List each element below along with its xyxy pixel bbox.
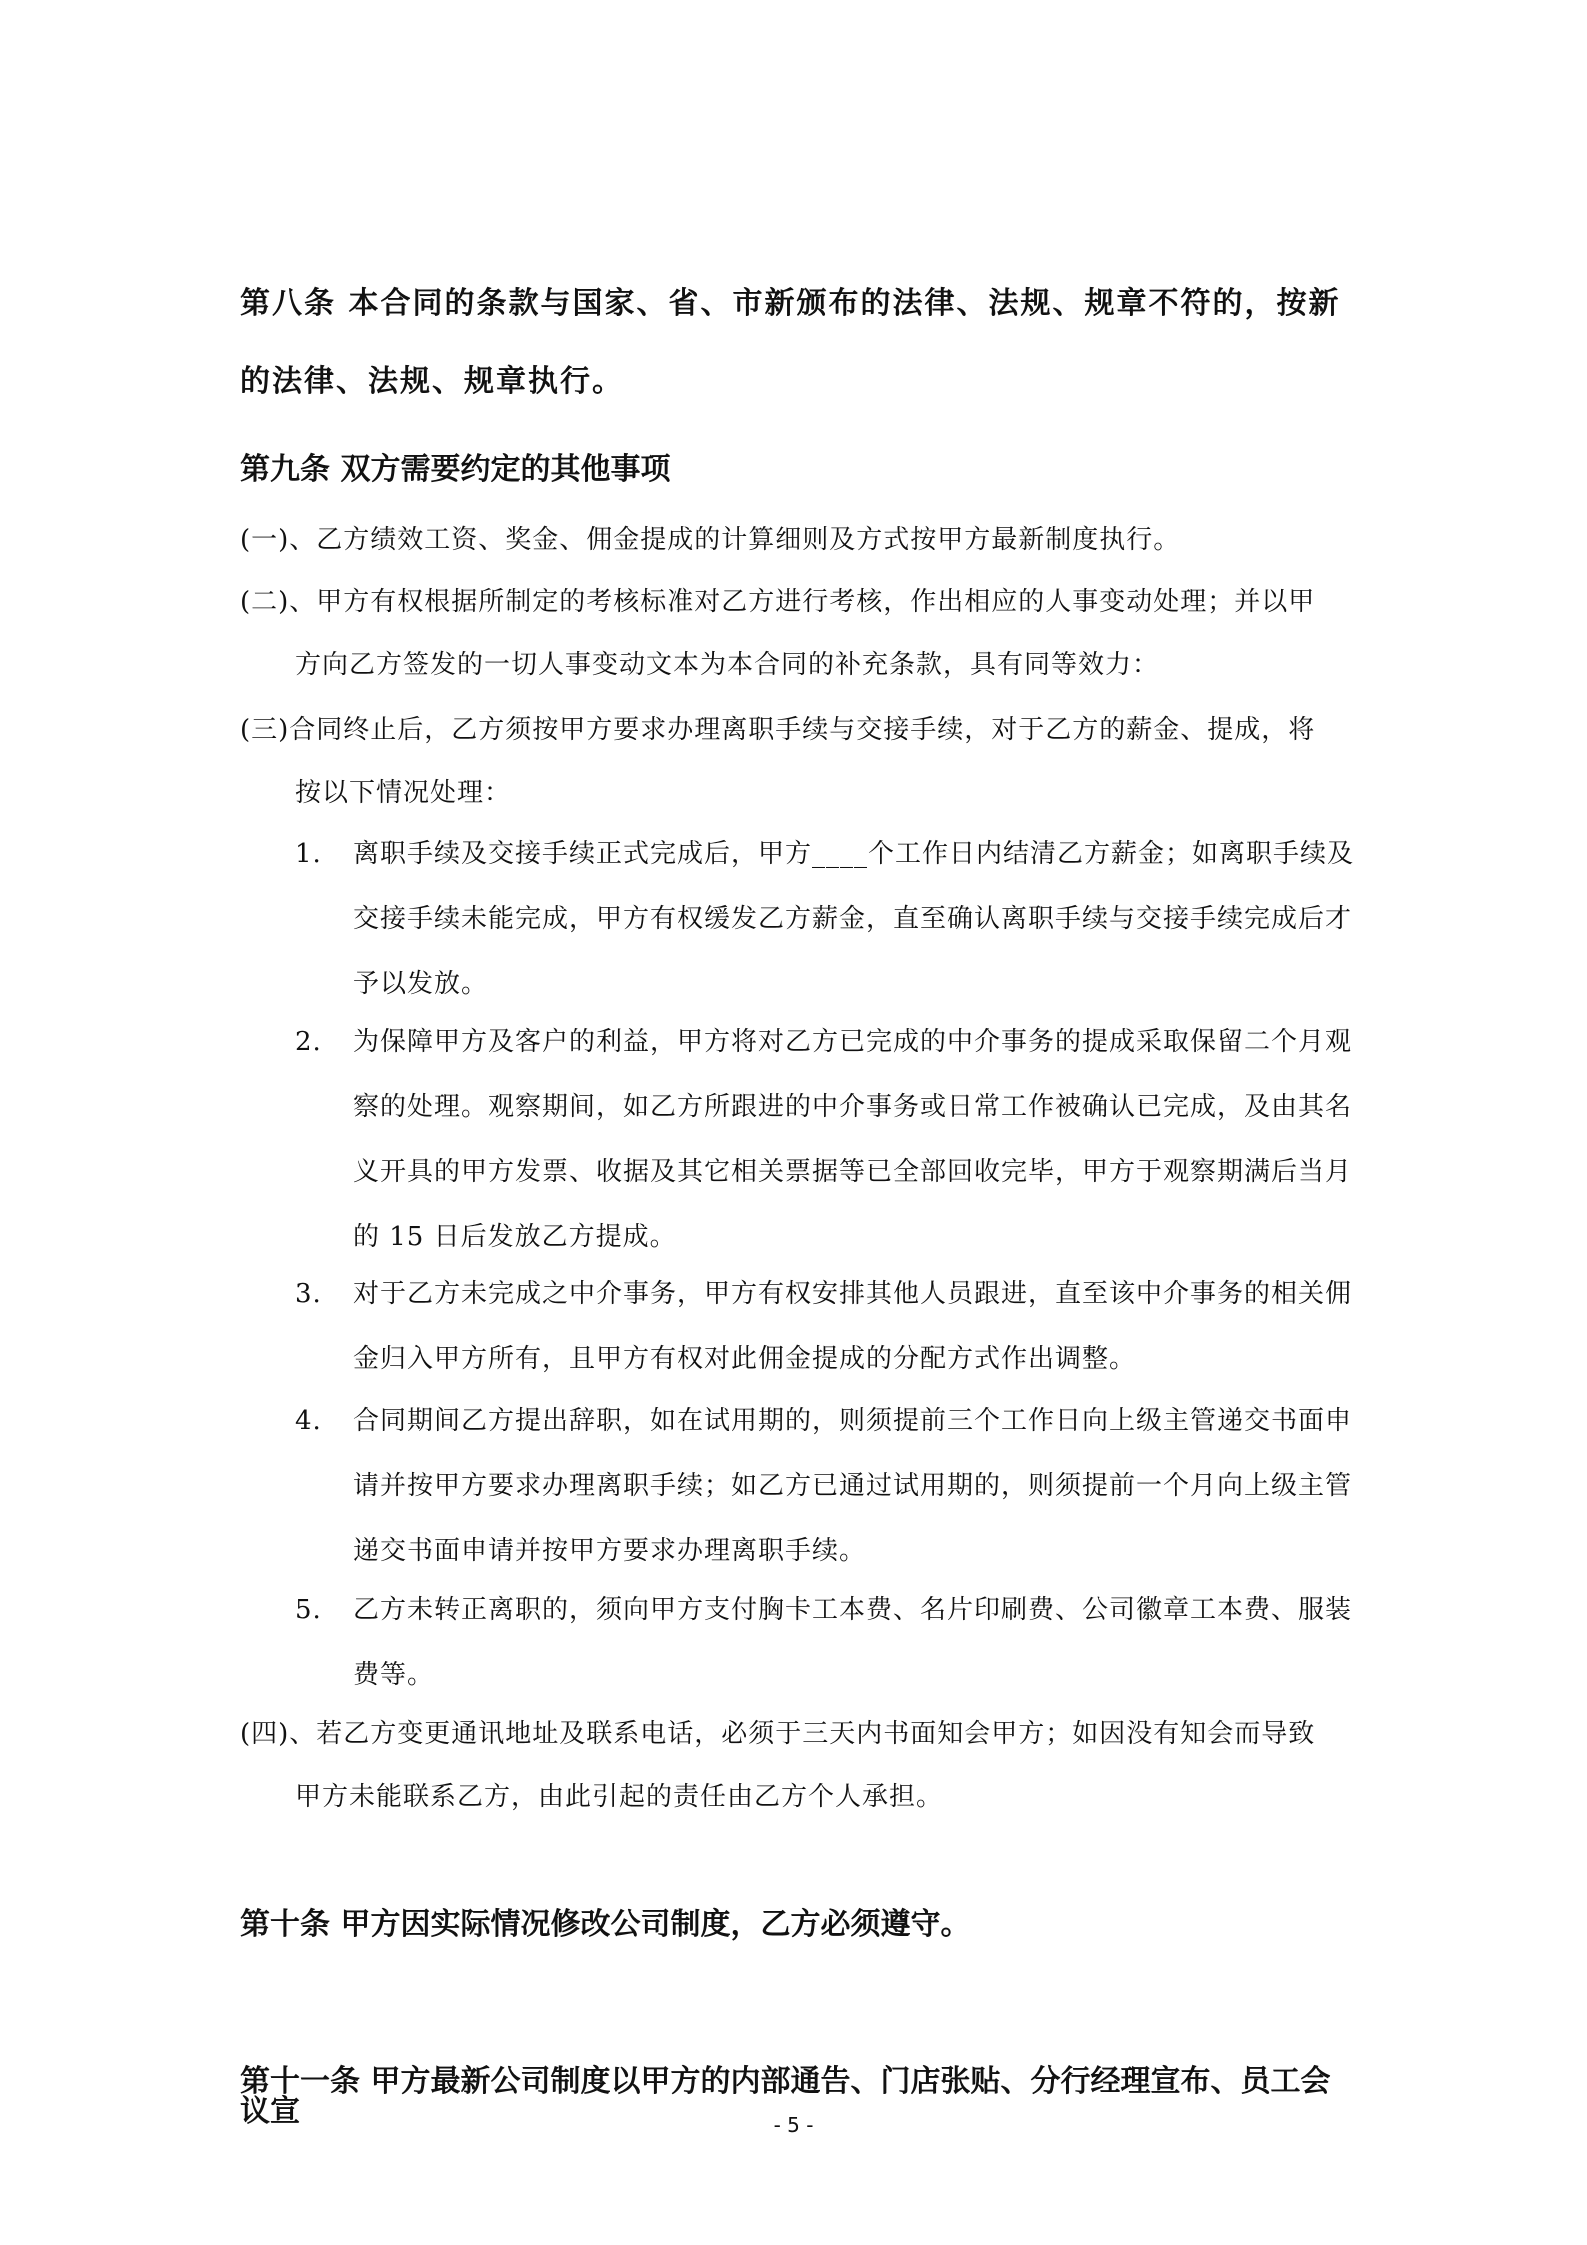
page-number: - 5 - [773,2113,814,2137]
sub-item-number: 2. [295,1027,322,1057]
article-8-text: 第八条 本合同的条款与国家、省、市新颁布的法律、法规、规章不符的，按新的法律、法规、规章执行。 [240,286,1341,399]
sub-item-number: 3. [295,1279,322,1309]
sub-item-number: 5. [295,1595,322,1625]
article-9-item-3-line-2: 按以下情况处理： [295,778,512,808]
sub-item-3 [295,1262,1355,1392]
sub-item-text: 对于乙方未完成之中介事务，甲方有权安排其他人员跟进，直至该中介事务的相关佣金归入甲方所有，且甲方有权对此佣金提成的分配方式作出调整。 [353,1279,1353,1374]
sub-item-1 [295,822,1355,1017]
article-9-item-4-line-2: 甲方未能联系乙方，由此引起的责任由乙方个人承担。 [295,1782,944,1812]
sub-item-number: 1. [295,839,322,869]
sub-item-text: 乙方未转正离职的，须向甲方支付胸卡工本费、名片印刷费、公司徽章工本费、服装费等。 [353,1595,1353,1690]
article-9-item-1: (一)、乙方绩效工资、奖金、佣金提成的计算细则及方式按甲方最新制度执行。 [240,525,1181,555]
sub-item-number: 4. [295,1406,322,1436]
sub-item-text: 合同期间乙方提出辞职，如在试用期的，则须提前三个工作日向上级主管递交书面申请并按甲方要求办理离职手续；如乙方已通过试用期的，则须提前一个月向上级主管递交书面申请并按甲方要求办理离职手续。 [353,1406,1353,1566]
sub-item-2 [295,1010,1355,1270]
article-9-item-2-line-2: 方向乙方签发的一切人事变动文本为本合同的补充条款，具有同等效力： [295,650,1160,680]
article-9-item-2-line-1: (二)、甲方有权根据所制定的考核标准对乙方进行考核，作出相应的人事变动处理；并以甲 [240,587,1316,617]
article-9-title: 第九条 双方需要约定的其他事项 [240,452,671,487]
sub-item-4 [295,1389,1355,1584]
sub-item-5 [295,1578,1355,1708]
article-9-item-3-line-1: (三)合同终止后，乙方须按甲方要求办理离职手续与交接手续，对于乙方的薪金、提成，将 [240,715,1316,745]
article-9-item-4-line-1: (四)、若乙方变更通讯地址及联系电话，必须于三天内书面知会甲方；如因没有知会而导致 [240,1719,1316,1749]
article-11-text: 第十一条 甲方最新公司制度以甲方的内部通告、门店张贴、分行经理宣布、员工会议宣 [240,2064,1331,2129]
article-10-text: 第十条 甲方因实际情况修改公司制度，乙方必须遵守。 [240,1907,971,1942]
sub-item-text: 离职手续及交接手续正式完成后，甲方____个工作日内结清乙方薪金；如离职手续及交接手续未能完成，甲方有权缓发乙方薪金，直至确认离职手续与交接手续完成后才予以发放。 [353,839,1355,999]
sub-item-text: 为保障甲方及客户的利益，甲方将对乙方已完成的中介事务的提成采取保留二个月观察的处理。观察期间，如乙方所跟进的中介事务或日常工作被确认已完成，及由其名义开具的甲方发票、收据及其它相关票据等已全部回收完毕，甲方于观察期满后当月的 15 日后发放乙方提成。 [353,1027,1353,1252]
